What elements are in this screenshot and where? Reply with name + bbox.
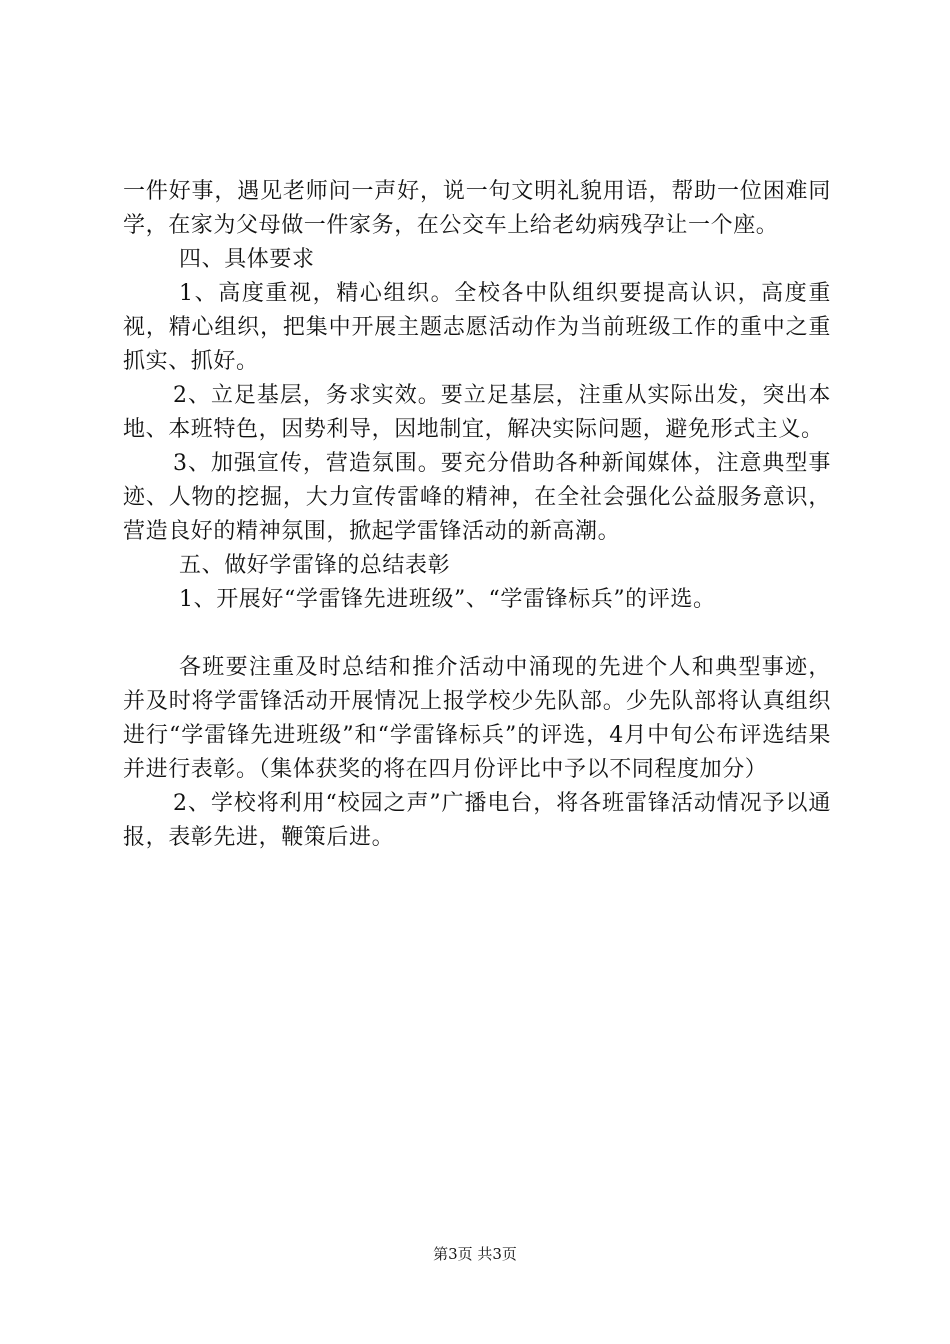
paragraph-requirement-3: 3、加强宣传，营造氛围。要充分借助各种新闻媒体，注意典型事迹、人物的挖掘，大力宣传雷峰的精神，在全社会强化公益服务意识，营造良好的精神氛围，掀起学雷锋活动的新高潮。 — [123, 451, 831, 544]
paragraph-requirement-2: 2、立足基层，务求实效。要立足基层，注重从实际出发，突出本地、本班特色，因势利导，因地制宜，解决实际问题，避免形式主义。 — [123, 383, 831, 442]
paragraph-gap — [123, 617, 831, 651]
document-body — [123, 175, 831, 855]
paragraph-broadcast: 2、学校将利用“校园之声”广播电台，将各班雷锋活动情况予以通报，表彰先进，鞭策后进。 — [123, 791, 831, 850]
heading-summary-commendation: 五、做好学雷锋的总结表彰 — [179, 553, 451, 578]
paragraph-requirement-1: 1、高度重视，精心组织。全校各中队组织要提高认识，高度重视，精心组织，把集中开展主题志愿活动作为当前班级工作的重中之重抓实、抓好。 — [123, 281, 831, 374]
paragraph-class-reporting: 各班要注重及时总结和推介活动中涌现的先进个人和典型事迹，并及时将学雷锋活动开展情况上报学校少先队部。少先队部将认真组织进行“学雷锋先进班级”和“学雷锋标兵”的评选，4月中旬公布评选结果并进行表彰。（集体获奖的将在四月份评比中予以不同程度加分） — [123, 655, 831, 782]
page-number-footer: 第3页 共3页 — [433, 1245, 517, 1263]
paragraph-selection-1: 1、开展好“学雷锋先进班级”、“学雷锋标兵”的评选。 — [179, 587, 716, 612]
heading-specific-requirements: 四、具体要求 — [179, 247, 315, 272]
paragraph-good-deeds: 一件好事，遇见老师问一声好，说一句文明礼貌用语，帮助一位困难同学，在家为父母做一件家务，在公交车上给老幼病残孕让一个座。 — [123, 179, 831, 238]
